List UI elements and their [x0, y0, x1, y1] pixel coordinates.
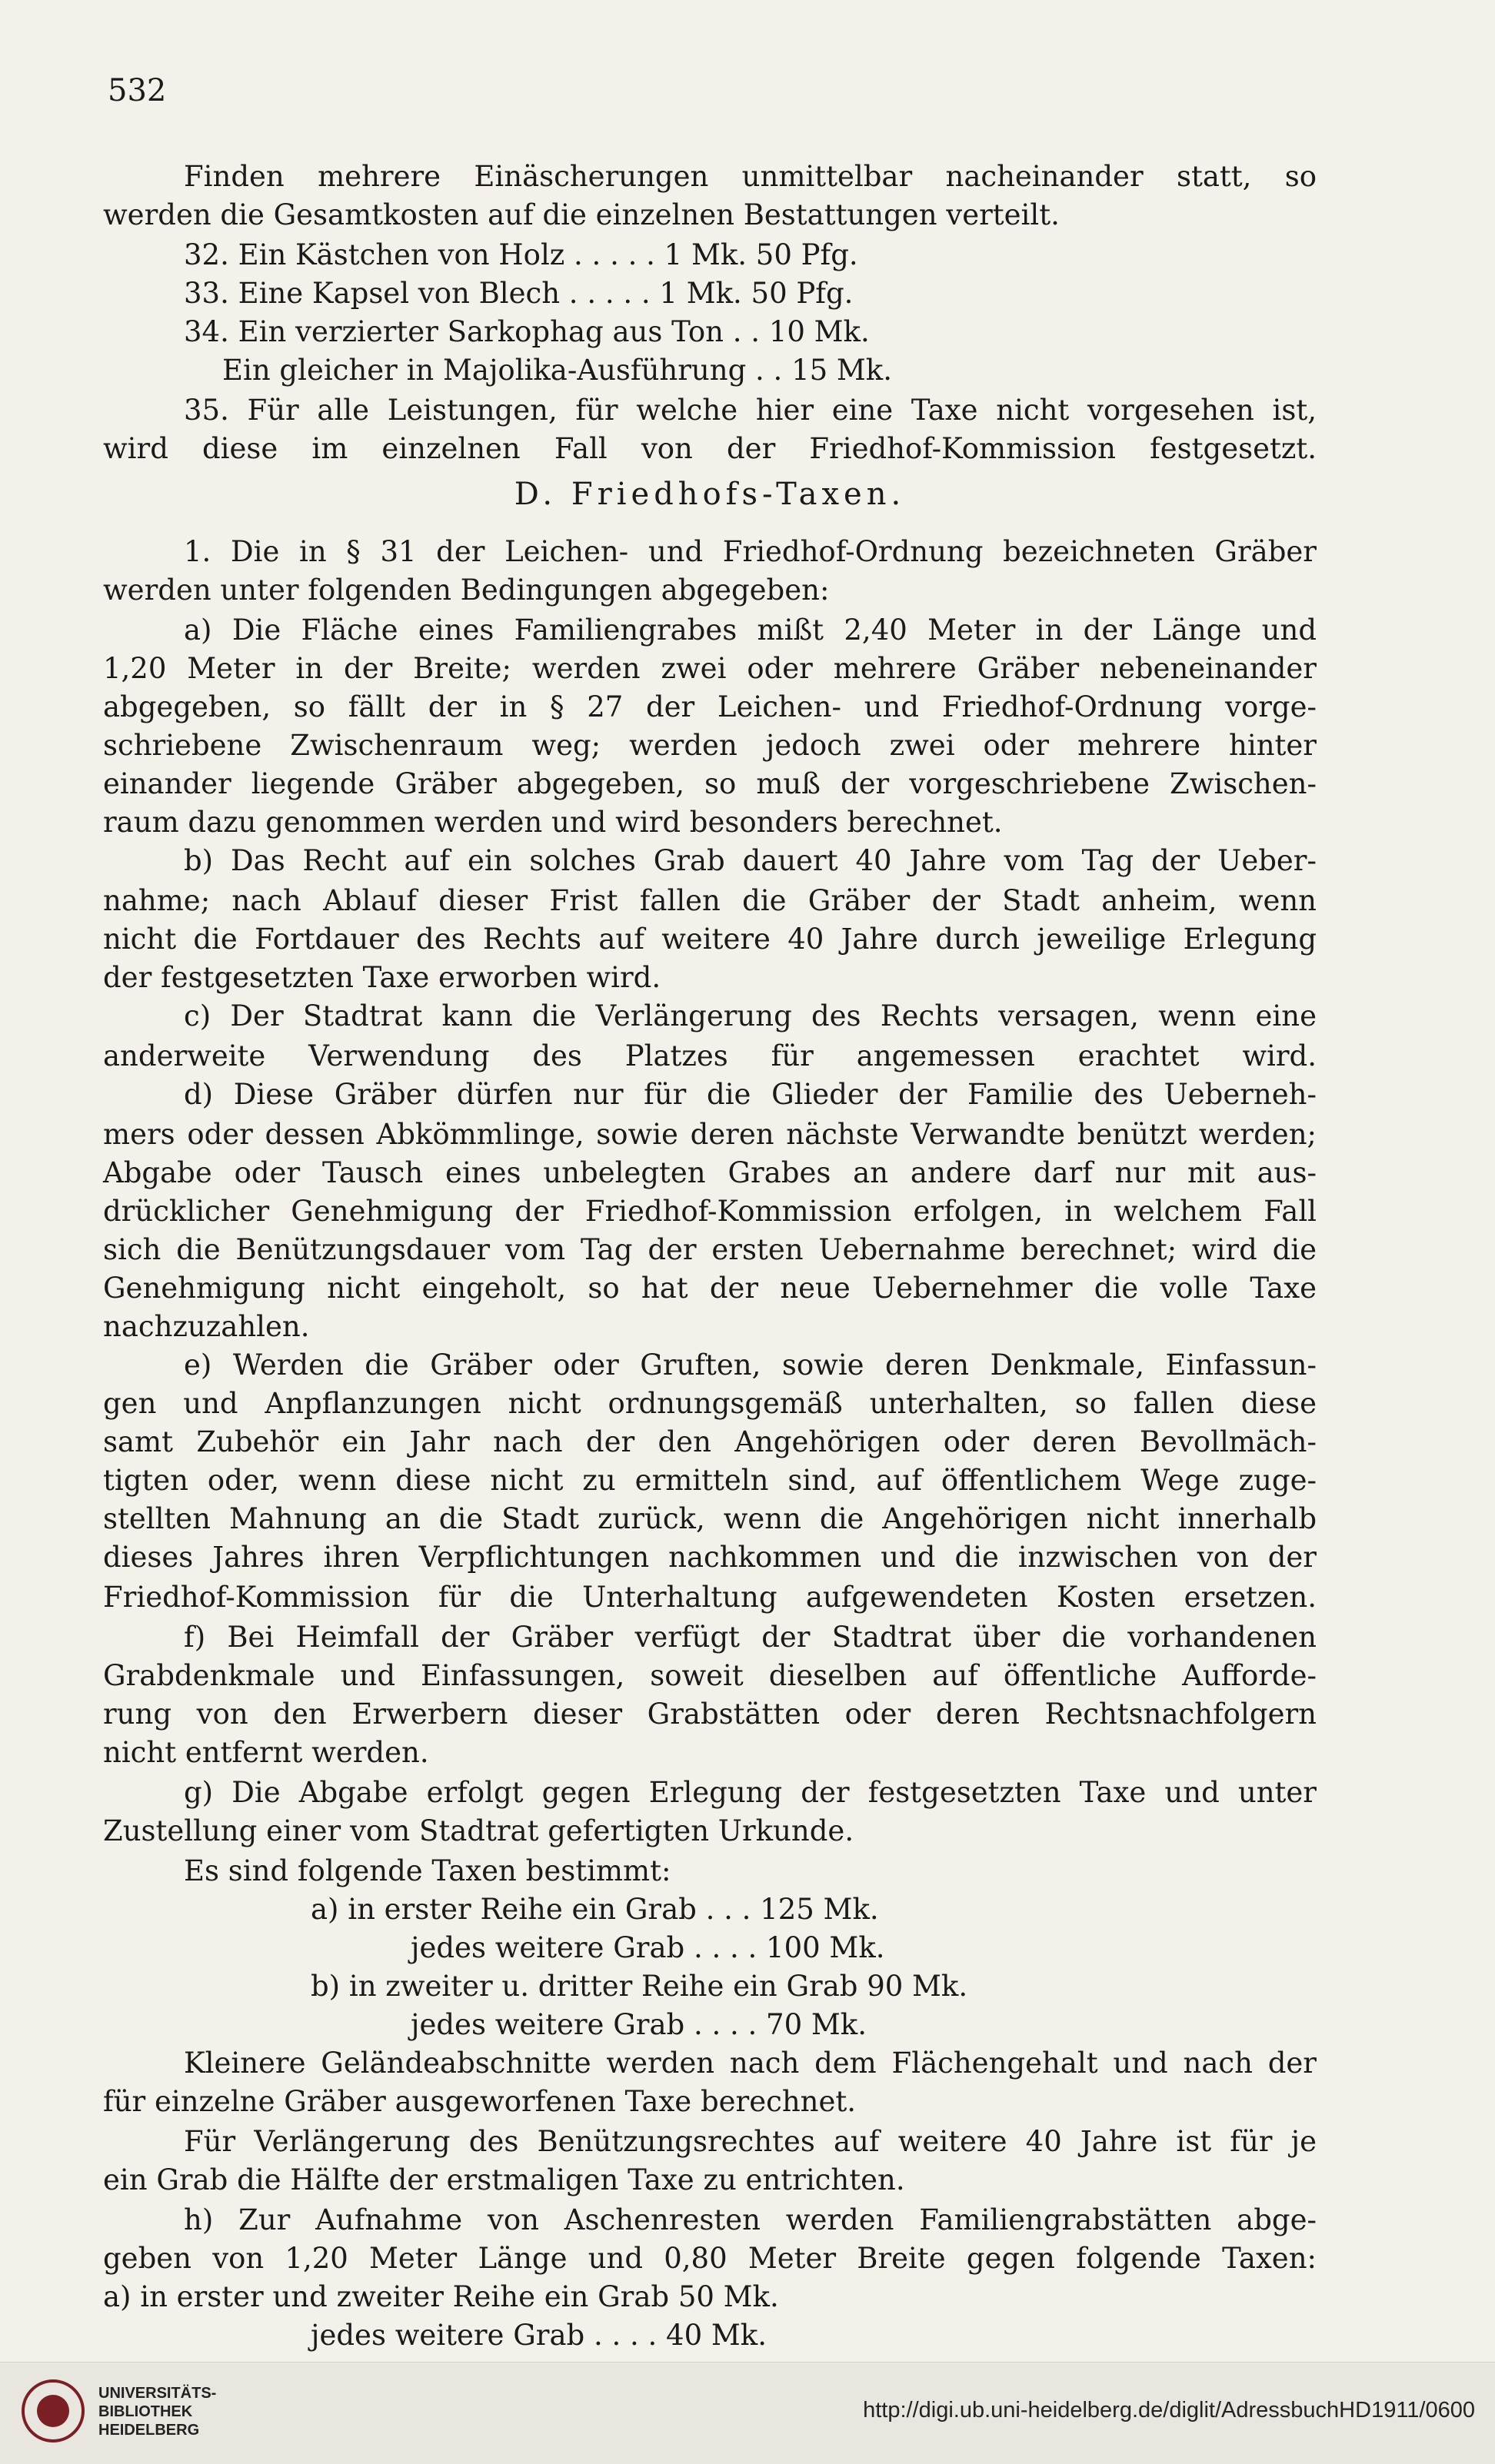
text-line: Ein gleicher in Majolika-Ausführung . . 15 Mk.: [222, 354, 892, 387]
text-line: Es sind folgende Taxen bestimmt:: [184, 1854, 671, 1887]
text-line: werden die Gesamtkosten auf die einzelnen Bestattungen verteilt.: [103, 198, 1060, 231]
page-number: 532: [108, 73, 167, 108]
text-line: wird diese im einzelnen Fall von der Friedhof-Kommission festgesetzt.: [103, 432, 1317, 465]
text-line: der festgesetzten Taxe erworben wird.: [103, 961, 661, 994]
text-line: nicht entfernt werden.: [103, 1736, 429, 1769]
text-line: b) Das Recht auf ein solches Grab dauert 40 Jahre vom Tag der Ueber-: [184, 844, 1317, 877]
text-line: 1. Die in § 31 der Leichen- und Friedhof-Ordnung bezeichneten Gräber: [184, 535, 1317, 568]
text-line: d) Diese Gräber dürfen nur für die Glieder der Familie des Ueberneh-: [184, 1078, 1317, 1111]
text-line: jedes weitere Grab . . . . 100 Mk.: [411, 1931, 885, 1964]
text-line: ein Grab die Hälfte der erstmaligen Taxe zu entrichten.: [103, 2163, 905, 2196]
text-line: 33. Eine Kapsel von Blech . . . . . 1 Mk. 50 Pfg.: [184, 277, 854, 310]
text-line: einander liegende Gräber abgegeben, so muß der vorgeschriebene Zwischen-: [103, 767, 1317, 800]
text-line: jedes weitere Grab . . . . 40 Mk.: [311, 2319, 767, 2352]
text-line: 34. Ein verzierter Sarkophag aus Ton . . 10 Mk.: [184, 315, 870, 348]
text-line: a) Die Fläche eines Familiengrabes mißt 2,40 Meter in der Länge und: [184, 614, 1317, 647]
text-line: schriebene Zwischenraum weg; werden jedoch zwei oder mehrere hinter: [103, 729, 1317, 762]
text-line: abgegeben, so fällt der in § 27 der Leichen- und Friedhof-Ordnung vorge-: [103, 690, 1317, 723]
text-line: Finden mehrere Einäscherungen unmittelbar nacheinander statt, so: [184, 160, 1317, 193]
text-line: Genehmigung nicht eingeholt, so hat der neue Uebernehmer die volle Taxe: [103, 1272, 1317, 1305]
text-line: e) Werden die Gräber oder Gruften, sowie deren Denkmale, Einfassun-: [184, 1348, 1317, 1382]
text-line: b) in zweiter u. dritter Reihe ein Grab 90 Mk.: [311, 1970, 968, 2003]
text-line: c) Der Stadtrat kann die Verlängerung des Rechts versagen, wenn eine: [184, 999, 1317, 1032]
library-logo: [22, 2379, 85, 2442]
text-line: h) Zur Aufnahme von Aschenresten werden Familiengrabstätten abge-: [184, 2203, 1317, 2236]
text-line: Friedhof-Kommission für die Unterhaltung aufgewendeten Kosten ersetzen.: [103, 1581, 1317, 1614]
text-line: 35. Für alle Leistungen, für welche hier eine Taxe nicht vorgesehen ist,: [184, 394, 1317, 427]
section-heading: D. Friedhofs-Taxen.: [514, 477, 906, 512]
library-logo-text: UNIVERSITÄTS- BIBLIOTHEK HEIDELBERG: [98, 2385, 217, 2439]
text-line: sich die Benützungsdauer vom Tag der ersten Uebernahme berechnet; wird die: [103, 1233, 1317, 1266]
text-line: drücklicher Genehmigung der Friedhof-Kommission erfolgen, in welchem Fall: [103, 1195, 1317, 1228]
text-line: samt Zubehör ein Jahr nach der den Angehörigen oder deren Bevollmäch-: [103, 1425, 1317, 1458]
text-line: gen und Anpflanzungen nicht ordnungsgemäß unterhalten, so fallen diese: [103, 1387, 1317, 1420]
text-line: Kleinere Geländeabschnitte werden nach dem Flächengehalt und nach der: [184, 2047, 1317, 2080]
text-line: stellten Mahnung an die Stadt zurück, wenn die Angehörigen nicht innerhalb: [103, 1502, 1317, 1535]
text-line: geben von 1,20 Meter Länge und 0,80 Meter Breite gegen folgende Taxen:: [103, 2242, 1317, 2275]
text-line: dieses Jahres ihren Verpflichtungen nachkommen und die inzwischen von der: [103, 1541, 1317, 1574]
text-line: a) in erster Reihe ein Grab . . . 125 Mk.: [311, 1893, 879, 1926]
text-line: für einzelne Gräber ausgeworfenen Taxe berechnet.: [103, 2085, 857, 2118]
text-line: jedes weitere Grab . . . . 70 Mk.: [411, 2008, 867, 2041]
text-line: 32. Ein Kästchen von Holz . . . . . 1 Mk. 50 Pfg.: [184, 238, 858, 271]
footer-bar: [0, 2362, 1495, 2464]
text-line: nicht die Fortdauer des Rechts auf weitere 40 Jahre durch jeweilige Erlegung: [103, 923, 1317, 956]
text-line: tigten oder, wenn diese nicht zu ermitteln sind, auf öffentlichem Wege zuge-: [103, 1464, 1317, 1497]
text-line: Abgabe oder Tausch eines unbelegten Grabes an andere darf nur mit aus-: [103, 1156, 1317, 1189]
source-url[interactable]: http://digi.ub.uni-heidelberg.de/diglit/AdressbuchHD1911/0600: [863, 2398, 1475, 2422]
text-line: Für Verlängerung des Benützungsrechtes auf weitere 40 Jahre ist für je: [184, 2125, 1317, 2158]
text-line: raum dazu genommen werden und wird besonders berechnet.: [103, 806, 1003, 839]
text-line: Grabdenkmale und Einfassungen, soweit dieselben auf öffentliche Aufforde-: [103, 1659, 1317, 1692]
text-line: rung von den Erwerbern dieser Grabstätten oder deren Rechtsnachfolgern: [103, 1698, 1317, 1731]
text-line: 1,20 Meter in der Breite; werden zwei oder mehrere Gräber nebeneinander: [103, 652, 1317, 685]
text-line: f) Bei Heimfall der Gräber verfügt der Stadtrat über die vorhandenen: [184, 1621, 1317, 1654]
text-line: mers oder dessen Abkömmlinge, sowie deren nächste Verwandte benützt werden;: [103, 1118, 1317, 1151]
text-line: nachzuzahlen.: [103, 1310, 310, 1343]
text-line: a) in erster und zweiter Reihe ein Grab 50 Mk.: [103, 2280, 779, 2313]
text-line: anderweite Verwendung des Platzes für angemessen erachtet wird.: [103, 1039, 1317, 1072]
text-line: g) Die Abgabe erfolgt gegen Erlegung der festgesetzten Taxe und unter: [184, 1776, 1317, 1809]
text-line: werden unter folgenden Bedingungen abgegeben:: [103, 574, 830, 607]
text-line: nahme; nach Ablauf dieser Frist fallen die Gräber der Stadt anheim, wenn: [103, 884, 1317, 917]
text-line: Zustellung einer vom Stadtrat gefertigten Urkunde.: [103, 1814, 854, 1847]
